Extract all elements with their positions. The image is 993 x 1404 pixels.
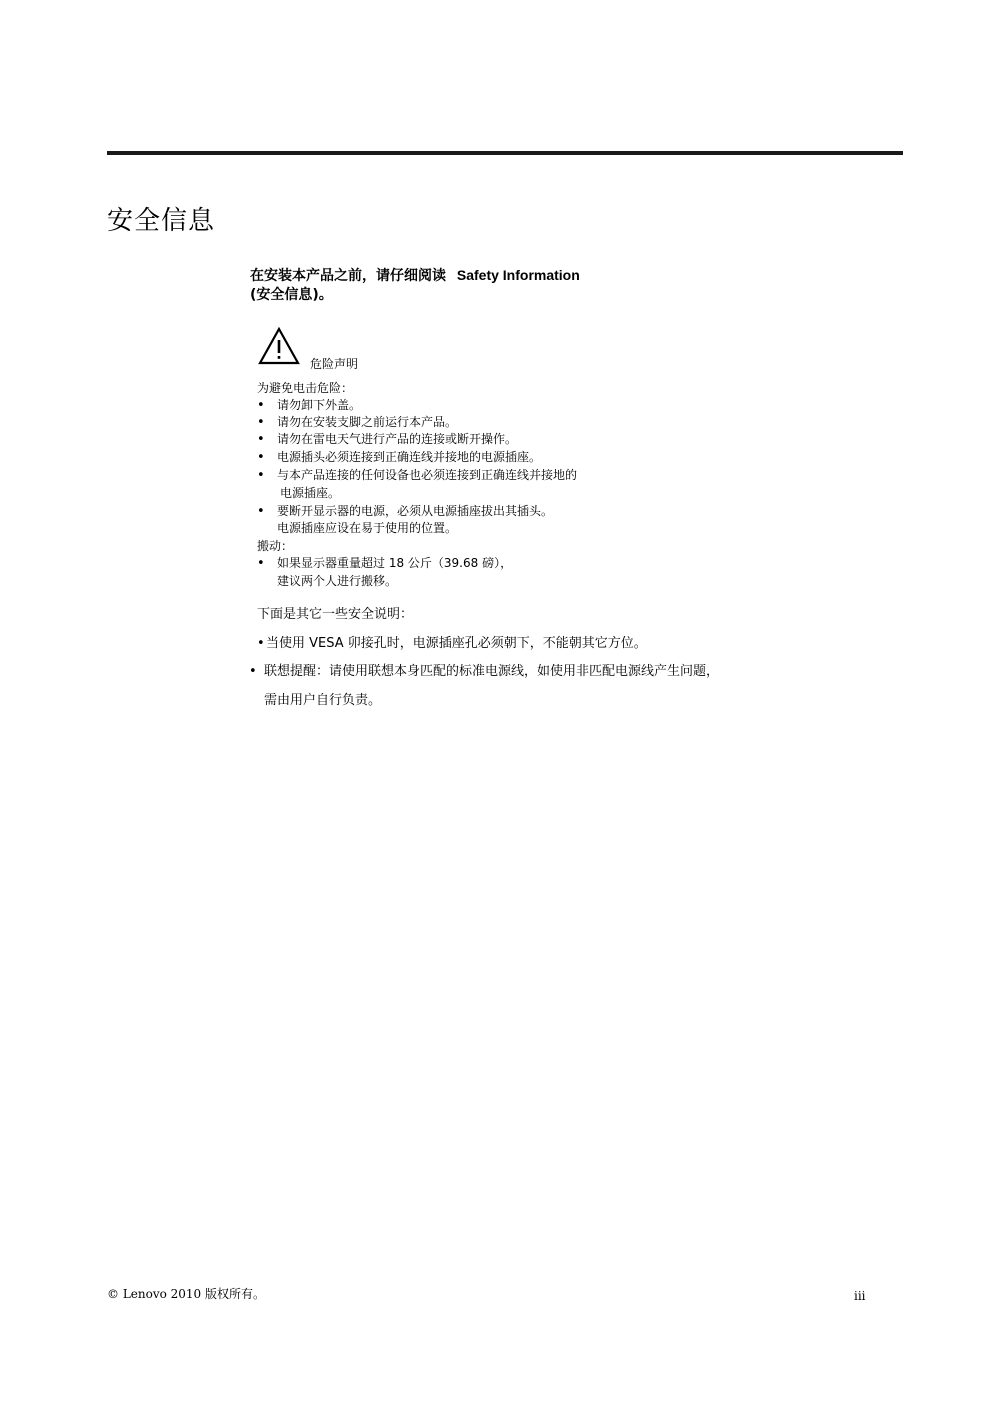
warning-triangle-icon xyxy=(257,326,301,366)
moving-item-continued: 建议两个人进行搬移。 xyxy=(277,574,398,588)
bullet-icon: • xyxy=(257,415,265,430)
danger-statement-label: 危险声明 xyxy=(310,357,359,371)
danger-item: 请勿在安装支脚之前运行本产品。 xyxy=(277,415,458,429)
page-title: 安全信息 xyxy=(107,206,216,236)
shock-heading: 为避免电击危险： xyxy=(257,381,354,395)
moving-item: 如果显示器重量超过 18 公斤（39.68 磅）， xyxy=(277,556,513,570)
footer-copyright: © Lenovo 2010 版权所有。 xyxy=(107,1287,266,1301)
danger-item: 与本产品连接的任何设备也必须连接到正确连线并接地的 xyxy=(277,468,578,482)
lenovo-reminder-continued: 需由用户自行负责。 xyxy=(264,693,382,708)
moving-heading: 搬动： xyxy=(257,539,294,553)
other-safety-heading: 下面是其它一些安全说明： xyxy=(257,607,414,622)
intro-text: 在安装本产品之前，请仔细阅读 xyxy=(250,268,446,284)
page-number: iii xyxy=(854,1289,866,1303)
danger-item: 请勿在雷电天气进行产品的连接或断开操作。 xyxy=(277,432,518,446)
danger-item: 请勿卸下外盖。 xyxy=(277,398,362,412)
header-rule xyxy=(107,151,903,155)
intro-paren: (安全信息)。 xyxy=(250,287,333,303)
bullet-icon: • xyxy=(257,398,265,413)
bullet-icon: • xyxy=(257,636,265,651)
bullet-icon: • xyxy=(257,450,265,465)
vesa-note: 当使用 VESA 卯接孔时，电源插座孔必须朝下，不能朝其它方位。 xyxy=(266,636,647,651)
bullet-icon: • xyxy=(257,468,265,483)
danger-item: 要断开显示器的电源，必须从电源插座拔出其插头。 xyxy=(277,504,554,518)
bullet-icon: • xyxy=(257,432,265,447)
bullet-icon: • xyxy=(249,664,257,679)
lenovo-reminder: 联想提醒：请使用联想本身匹配的标准电源线，如使用非匹配电源线产生问题， xyxy=(264,664,720,679)
intro-english-title: Safety Information xyxy=(456,267,580,283)
danger-item-continued: 电源插座。 xyxy=(280,486,341,500)
bullet-icon: • xyxy=(257,504,265,519)
danger-item: 电源插头必须连接到正确连线并接地的电源插座。 xyxy=(277,450,542,464)
danger-item-continued: 电源插座应设在易于使用的位置。 xyxy=(277,521,458,535)
bullet-icon: • xyxy=(257,556,265,571)
intro-paragraph xyxy=(250,266,670,305)
